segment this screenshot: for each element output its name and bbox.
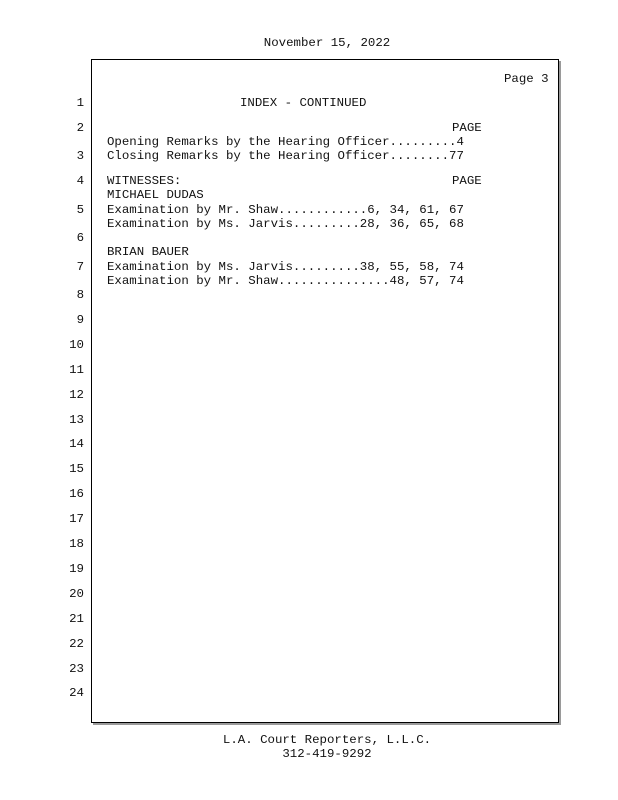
footer-company: L.A. Court Reporters, L.L.C. xyxy=(222,733,432,747)
line-number: 7 xyxy=(76,260,84,274)
line-number: 11 xyxy=(69,363,84,377)
line-number: 4 xyxy=(76,174,84,188)
line-number: 15 xyxy=(69,462,84,476)
index-entry: Examination by Ms. Jarvis.........28, 36, 65, 68 xyxy=(107,217,464,231)
line-number: 9 xyxy=(76,313,84,327)
line-number: 1 xyxy=(76,96,84,110)
line-number: 21 xyxy=(69,612,84,626)
line-number: 14 xyxy=(69,437,84,451)
line-number: 12 xyxy=(69,388,84,402)
line-number: 2 xyxy=(76,121,84,135)
line-number: 20 xyxy=(69,587,84,601)
line-number: 13 xyxy=(69,413,84,427)
line-number: 24 xyxy=(69,686,84,700)
witness-name: MICHAEL DUDAS xyxy=(107,188,204,202)
index-title: INDEX - CONTINUED xyxy=(240,96,367,110)
index-entry: Examination by Mr. Shaw...............48, 57, 74 xyxy=(107,274,464,288)
index-entry: Opening Remarks by the Hearing Officer.........4 xyxy=(107,135,464,149)
line-number: 6 xyxy=(76,231,84,245)
line-number: 23 xyxy=(69,662,84,676)
page-column-heading: PAGE xyxy=(452,174,482,188)
line-number: 16 xyxy=(69,487,84,501)
line-number: 5 xyxy=(76,203,84,217)
line-number: 19 xyxy=(69,562,84,576)
line-number: 10 xyxy=(69,338,84,352)
transcript-date: November 15, 2022 xyxy=(263,36,391,50)
index-entry: Examination by Ms. Jarvis.........38, 55, 58, 74 xyxy=(107,260,464,274)
line-number: 8 xyxy=(76,288,84,302)
witness-name: BRIAN BAUER xyxy=(107,245,189,259)
line-number: 17 xyxy=(69,512,84,526)
page-column-heading: PAGE xyxy=(452,121,482,135)
footer-phone: 312-419-9292 xyxy=(282,747,372,761)
witnesses-heading: WITNESSES: xyxy=(107,174,182,188)
index-entry: Examination by Mr. Shaw............6, 34, 61, 67 xyxy=(107,203,464,217)
line-number: 3 xyxy=(76,149,84,163)
index-entry: Closing Remarks by the Hearing Officer........77 xyxy=(107,149,464,163)
line-number: 22 xyxy=(69,637,84,651)
page-number: Page 3 xyxy=(504,72,549,86)
line-number: 18 xyxy=(69,537,84,551)
